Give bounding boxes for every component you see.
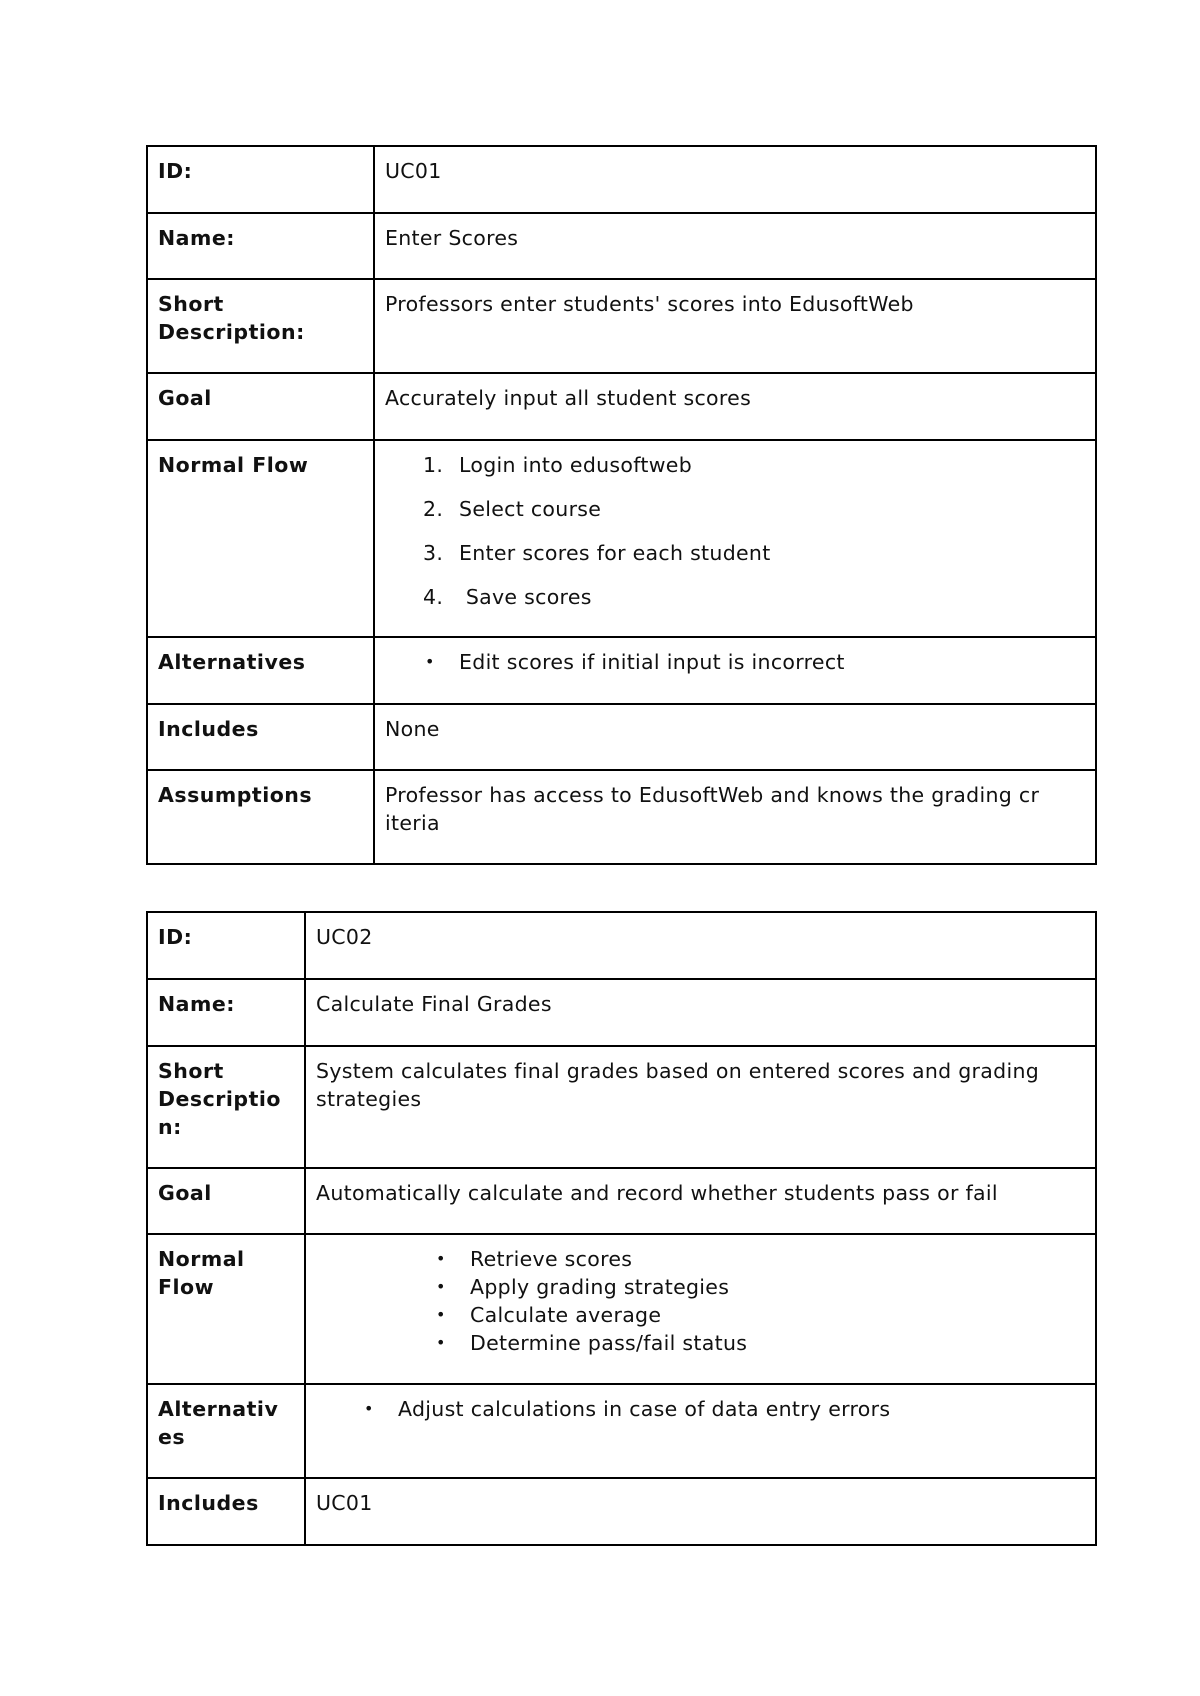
row-goal [147, 373, 1096, 440]
row-alternatives [147, 1384, 1096, 1478]
bullet-icon: • [436, 1305, 446, 1324]
includes-label: Includes [147, 1478, 305, 1545]
assumptions-value [374, 770, 1096, 864]
row-normal-flow [147, 440, 1096, 637]
short-description-label-line1: Short [158, 292, 224, 316]
list-item [316, 1301, 1085, 1329]
list-item [385, 451, 1085, 479]
short-description-line1: System calculates final grades based on entered scores and grading [316, 1059, 1040, 1083]
short-description-label-line1: Short [158, 1059, 224, 1083]
name-value: Enter Scores [374, 213, 1096, 279]
bullet-icon: • [425, 652, 435, 671]
normal-flow-value [305, 1234, 1096, 1384]
goal-label: Goal [147, 1168, 305, 1234]
id-value: UC02 [305, 912, 1096, 979]
alternatives-list [385, 648, 1085, 676]
flow-text: Calculate average [470, 1303, 662, 1327]
step-text: Save scores [459, 585, 592, 609]
includes-value: UC01 [305, 1478, 1096, 1545]
alternatives-list [316, 1395, 1085, 1423]
list-item [385, 583, 1085, 611]
use-case-table-uc02 [146, 911, 1097, 1546]
short-description-label-line2: Description: [158, 320, 305, 344]
normal-flow-label-line1: Normal [158, 1247, 245, 1271]
use-case-table-uc01 [146, 145, 1097, 865]
short-description-label [147, 279, 374, 373]
list-item [316, 1245, 1085, 1273]
flow-text: Apply grading strategies [470, 1275, 730, 1299]
list-item [385, 495, 1085, 523]
normal-flow-label [147, 1234, 305, 1384]
row-id [147, 146, 1096, 213]
row-goal [147, 1168, 1096, 1234]
bullet-icon: • [436, 1333, 446, 1352]
normal-flow-list [316, 1245, 1085, 1357]
name-label: Name: [147, 979, 305, 1046]
row-includes [147, 704, 1096, 770]
flow-text: Determine pass/fail status [470, 1331, 748, 1355]
row-assumptions [147, 770, 1096, 864]
list-item [385, 648, 1085, 676]
assumptions-line1: Professor has access to EdusoftWeb and knows the grading cr [385, 783, 1040, 807]
normal-flow-list [385, 451, 1085, 611]
id-label: ID: [147, 146, 374, 213]
row-alternatives [147, 637, 1096, 704]
row-id [147, 912, 1096, 979]
goal-label: Goal [147, 373, 374, 440]
alternatives-value [374, 637, 1096, 704]
step-text: Select course [459, 497, 602, 521]
row-short-description [147, 279, 1096, 373]
goal-value: Automatically calculate and record whether students pass or fail [305, 1168, 1096, 1234]
row-normal-flow [147, 1234, 1096, 1384]
step-text: Login into edusoftweb [459, 453, 693, 477]
step-number: 2. [423, 497, 444, 521]
alternatives-label-line1: Alternativ [158, 1397, 279, 1421]
assumptions-label: Assumptions [147, 770, 374, 864]
flow-text: Retrieve scores [470, 1247, 633, 1271]
name-label: Name: [147, 213, 374, 279]
id-value: UC01 [374, 146, 1096, 213]
list-item [385, 539, 1085, 567]
list-item [316, 1329, 1085, 1357]
normal-flow-label-line2: Flow [158, 1275, 215, 1299]
normal-flow-label: Normal Flow [147, 440, 374, 637]
list-item [316, 1395, 1085, 1423]
goal-value: Accurately input all student scores [374, 373, 1096, 440]
includes-label: Includes [147, 704, 374, 770]
short-description-line2: strategies [316, 1087, 422, 1111]
list-item [316, 1273, 1085, 1301]
short-description-label-line3: n: [158, 1115, 182, 1139]
normal-flow-value [374, 440, 1096, 637]
alternatives-label: Alternatives [147, 637, 374, 704]
alternatives-label [147, 1384, 305, 1478]
short-description-value: Professors enter students' scores into EdusoftWeb [374, 279, 1096, 373]
row-name [147, 213, 1096, 279]
row-name [147, 979, 1096, 1046]
id-label: ID: [147, 912, 305, 979]
name-value: Calculate Final Grades [305, 979, 1096, 1046]
bullet-icon: • [436, 1277, 446, 1296]
alternatives-label-line2: es [158, 1425, 186, 1449]
step-number: 3. [423, 541, 444, 565]
short-description-value [305, 1046, 1096, 1168]
step-text: Enter scores for each student [459, 541, 771, 565]
alternative-text: Edit scores if initial input is incorrect [459, 650, 845, 674]
step-number: 1. [423, 453, 444, 477]
step-number: 4. [423, 585, 444, 609]
assumptions-line2: iteria [385, 811, 440, 835]
short-description-label-line2: Descriptio [158, 1087, 281, 1111]
short-description-label [147, 1046, 305, 1168]
bullet-icon: • [436, 1249, 446, 1268]
row-short-description [147, 1046, 1096, 1168]
alternatives-value [305, 1384, 1096, 1478]
includes-value: None [374, 704, 1096, 770]
row-includes [147, 1478, 1096, 1545]
alternative-text: Adjust calculations in case of data entry errors [398, 1397, 891, 1421]
bullet-icon: • [364, 1399, 374, 1418]
